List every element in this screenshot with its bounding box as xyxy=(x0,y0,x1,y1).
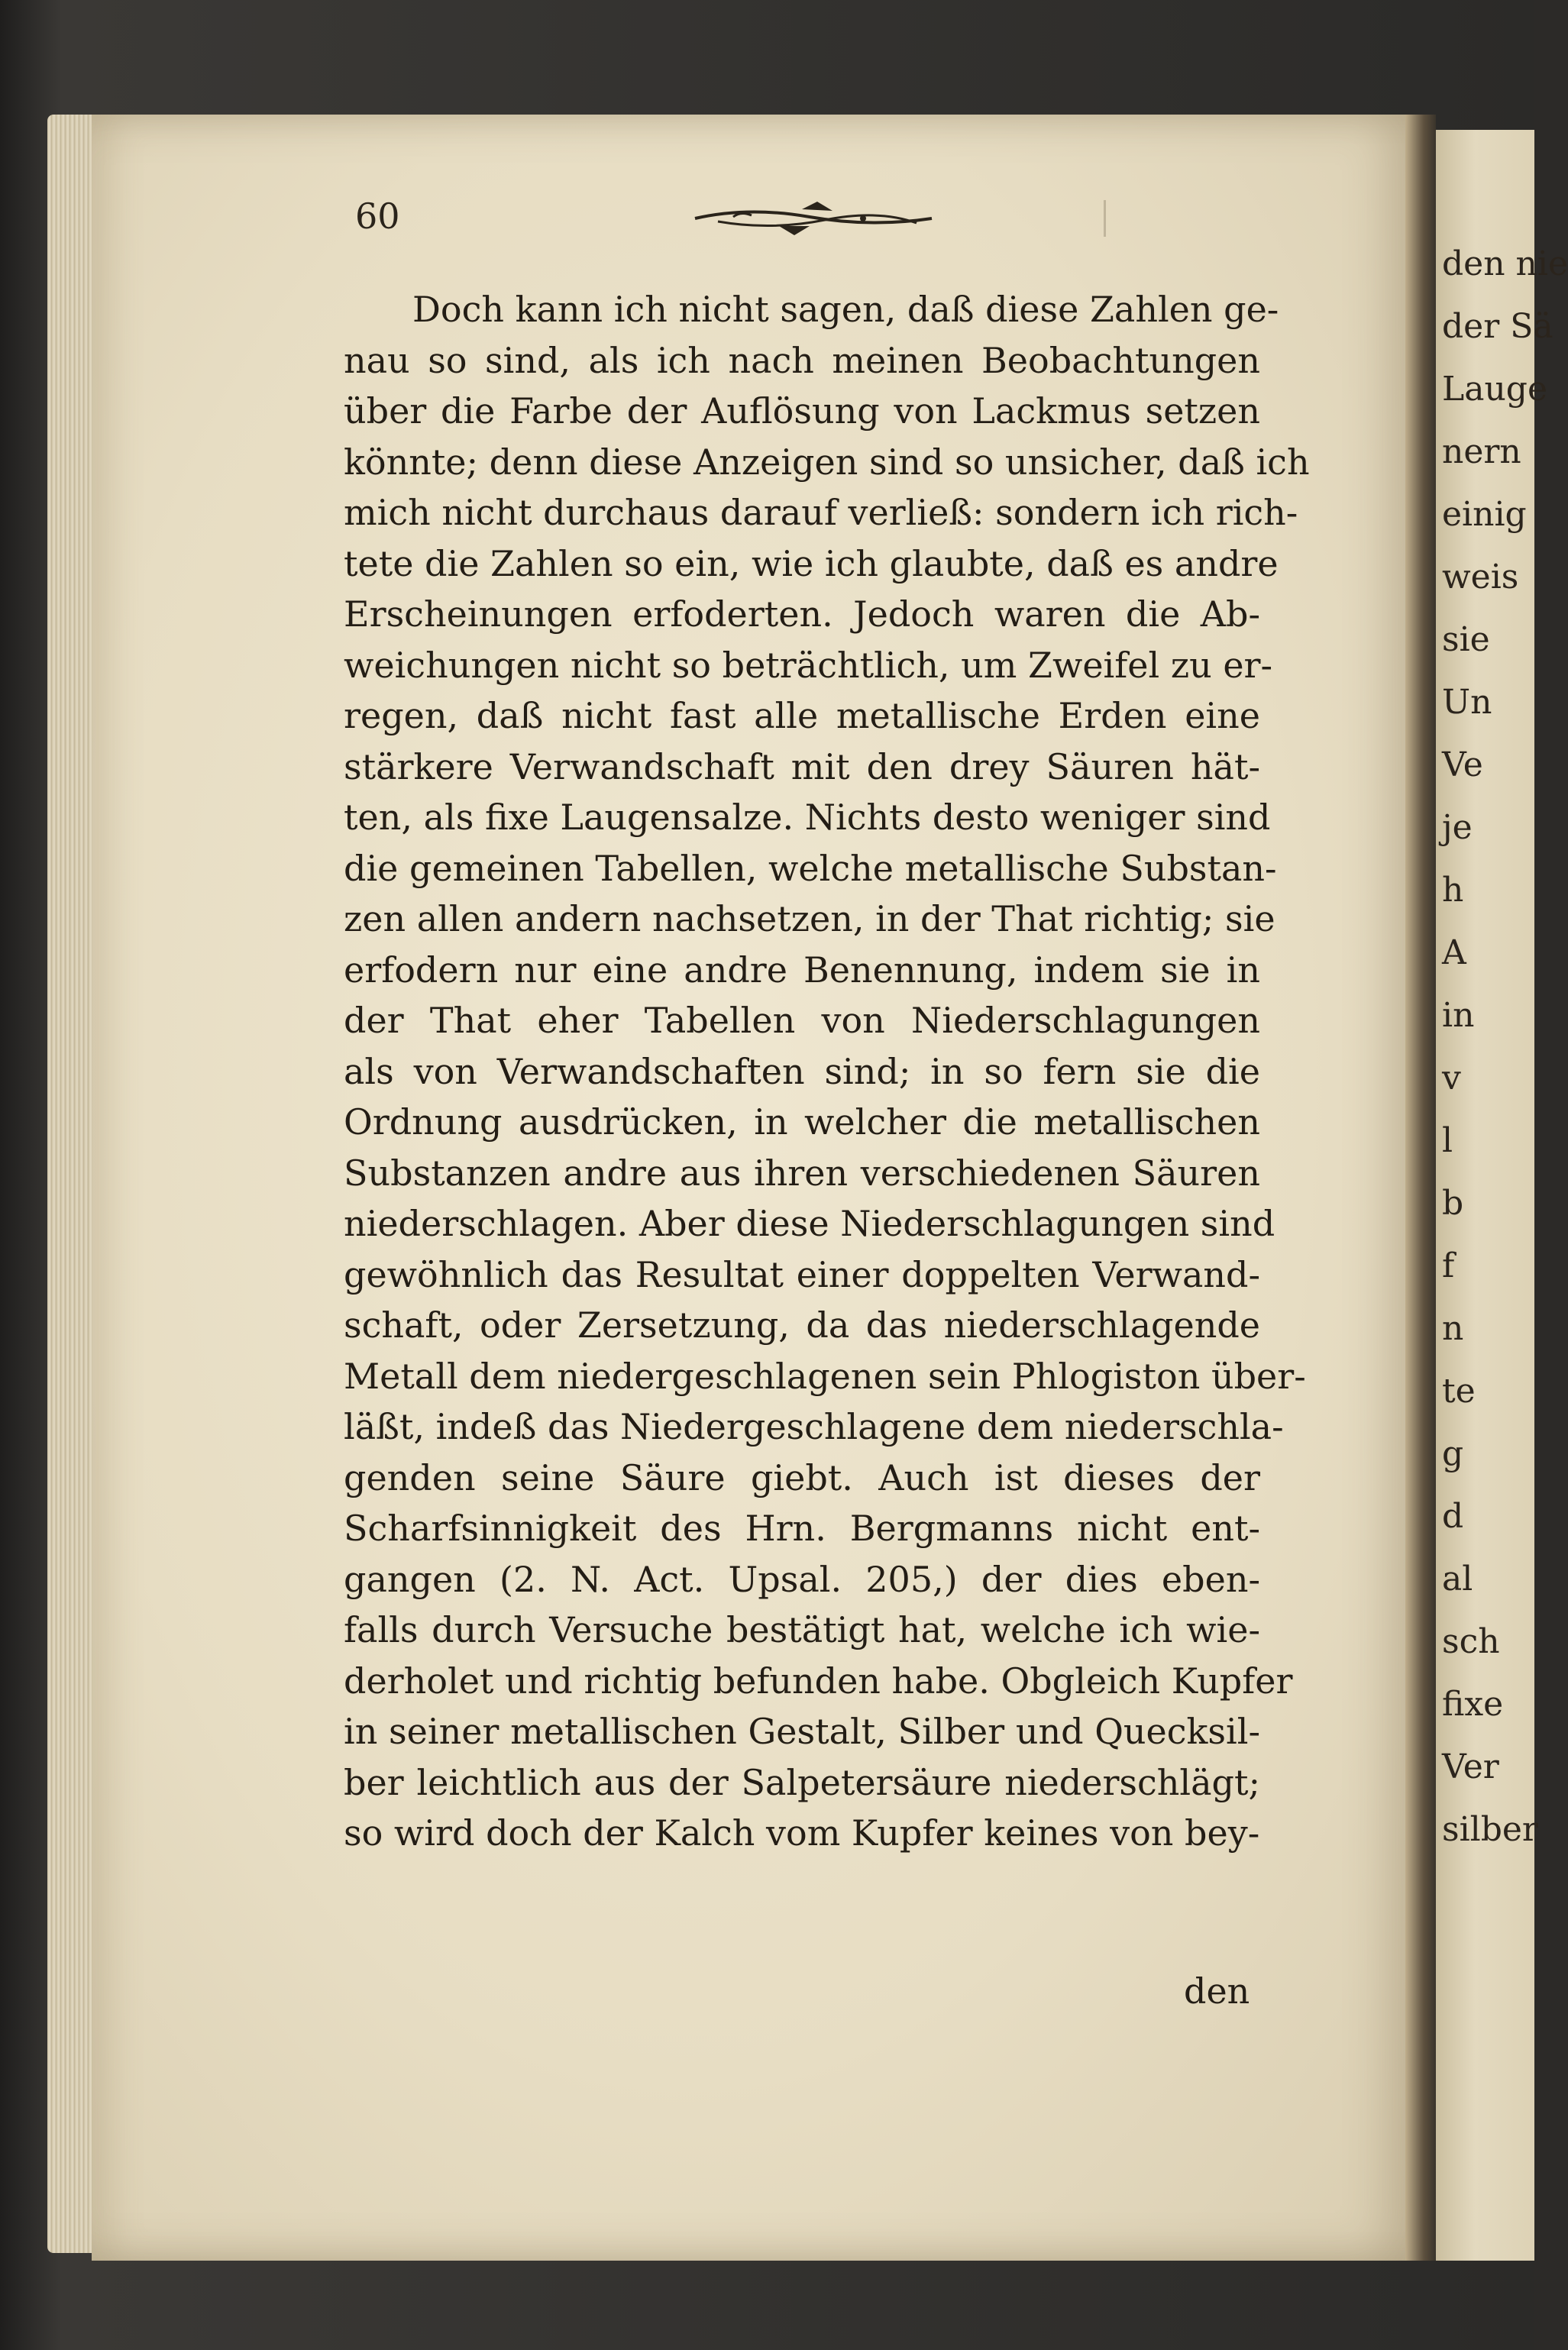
facing-fragment: n xyxy=(1442,1309,1464,1348)
text-line: ber leichtlich aus der Salpetersäure niederschlägt; xyxy=(344,1761,1260,1803)
facing-fragment: te xyxy=(1442,1372,1476,1411)
facing-fragment: v xyxy=(1442,1059,1461,1097)
text-line: über die Farbe der Auflösung von Lackmus setzen xyxy=(344,390,1260,432)
facing-fragment: in xyxy=(1442,996,1475,1035)
facing-fragment: einig xyxy=(1442,495,1527,534)
paper-mark xyxy=(1104,200,1106,237)
facing-fragment: weis xyxy=(1442,558,1519,596)
facing-fragment: fixe xyxy=(1442,1685,1504,1724)
text-line: läßt, indeß das Niedergeschlagene dem niederschla- xyxy=(344,1406,1284,1447)
text-line: derholet und richtig befunden habe. Obgleich Kupfer xyxy=(344,1660,1293,1702)
text-line: so wird doch der Kalch vom Kupfer keines von bey- xyxy=(344,1812,1260,1854)
facing-fragment: h xyxy=(1442,871,1464,910)
facing-fragment: den nie xyxy=(1442,244,1568,283)
facing-fragment: nern xyxy=(1442,432,1521,471)
text-line: stärkere Verwandschaft mit den drey Säuren hät- xyxy=(344,745,1260,787)
facing-fragment: Ve xyxy=(1442,745,1483,784)
text-line: der That eher Tabellen von Niederschlagungen xyxy=(344,1000,1260,1041)
text-line: falls durch Versuche bestätigt hat, welche ich wie- xyxy=(344,1609,1260,1650)
text-line: Erscheinungen erfoderten. Jedoch waren die Ab- xyxy=(344,593,1260,635)
facing-fragment: je xyxy=(1442,808,1473,847)
facing-fragment: sch xyxy=(1442,1622,1500,1661)
facing-fragment: b xyxy=(1442,1184,1464,1223)
text-line: könnte; denn diese Anzeigen sind so unsicher, daß ich xyxy=(344,441,1310,483)
facing-fragment: Lauge xyxy=(1442,370,1547,409)
text-line: Ordnung ausdrücken, in welcher die metallischen xyxy=(344,1101,1260,1143)
book-gutter xyxy=(1405,115,1436,2261)
text-line: Metall dem niedergeschlagenen sein Phlogiston über- xyxy=(344,1355,1306,1397)
text-line: mich nicht durchaus darauf verließ: sondern ich rich- xyxy=(344,492,1298,533)
text-line: in seiner metallischen Gestalt, Silber und Quecksil- xyxy=(344,1711,1260,1752)
facing-page-edge xyxy=(1436,130,1568,2261)
facing-fragment: al xyxy=(1442,1560,1473,1598)
catchword: den xyxy=(1184,1970,1250,2012)
facing-fragment: sie xyxy=(1442,620,1490,659)
body-text xyxy=(344,284,1310,1859)
text-line: als von Verwandschaften sind; in so fern sie die xyxy=(344,1050,1260,1092)
text-line: niederschlagen. Aber diese Niederschlagungen sind xyxy=(344,1203,1275,1244)
text-line: ten, als fixe Laugensalze. Nichts desto weniger sind xyxy=(344,797,1271,838)
facing-fragment: d xyxy=(1442,1497,1464,1536)
text-line: erfodern nur eine andre Benennung, indem sie in xyxy=(344,949,1260,991)
text-line: die gemeinen Tabellen, welche metallische Substan- xyxy=(344,847,1277,889)
facing-fragment: A xyxy=(1442,933,1466,972)
facing-fragment: Un xyxy=(1442,683,1492,722)
facing-fragment: Ver xyxy=(1442,1747,1499,1786)
text-line: genden seine Säure giebt. Auch ist dieses der xyxy=(344,1456,1260,1498)
ornament-icon xyxy=(687,196,939,241)
facing-fragment: der Sä xyxy=(1442,307,1553,346)
text-line: schaft, oder Zersetzung, da das niederschlagende xyxy=(344,1304,1260,1346)
text-line: tete die Zahlen so ein, wie ich glaubte, daß es andre xyxy=(344,542,1279,584)
page-number: 60 xyxy=(355,196,400,237)
text-line: Scharfsinnigkeit des Hrn. Bergmanns nicht ent- xyxy=(344,1508,1260,1549)
text-line: nau so sind, als ich nach meinen Beobachtungen xyxy=(344,339,1260,381)
text-line: gangen (2. N. Act. Upsal. 205,) der dies eben- xyxy=(344,1558,1260,1600)
text-line: Doch kann ich nicht sagen, daß diese Zahlen ge- xyxy=(412,289,1279,330)
text-line: gewöhnlich das Resultat einer doppelten Verwand- xyxy=(344,1253,1260,1295)
text-line: Substanzen andre aus ihren verschiedenen Säuren xyxy=(344,1152,1260,1194)
text-line: weichungen nicht so beträchtlich, um Zweifel zu er- xyxy=(344,644,1273,686)
text-line: zen allen andern nachsetzen, in der That richtig; sie xyxy=(344,898,1275,939)
text-line: regen, daß nicht fast alle metallische Erden eine xyxy=(344,695,1260,736)
facing-fragment: g xyxy=(1442,1434,1464,1473)
facing-fragment: l xyxy=(1442,1121,1453,1160)
facing-fragment: f xyxy=(1442,1246,1455,1285)
facing-fragment: silber xyxy=(1442,1810,1538,1849)
